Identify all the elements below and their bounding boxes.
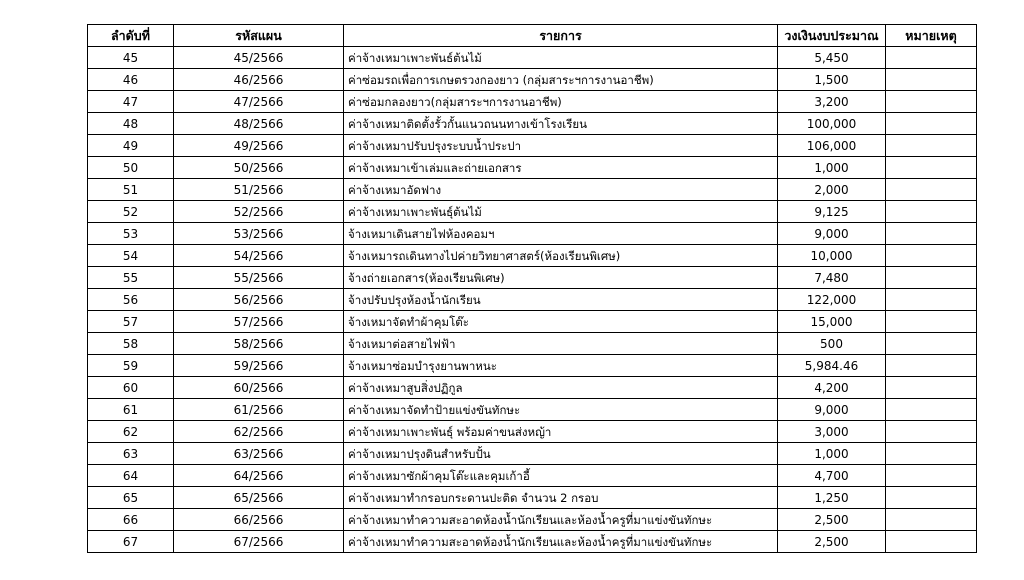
cell-item: จ้างเหมาจัดทำผ้าคุมโต๊ะ <box>344 311 778 333</box>
cell-no: 57 <box>88 311 174 333</box>
cell-note <box>886 69 977 91</box>
header-amount: วงเงินงบประมาณ <box>778 25 886 47</box>
cell-code: 46/2566 <box>174 69 344 91</box>
cell-no: 59 <box>88 355 174 377</box>
cell-code: 67/2566 <box>174 531 344 553</box>
cell-amount: 2,500 <box>778 509 886 531</box>
cell-item: จ้างเหมาต่อสายไฟฟ้า <box>344 333 778 355</box>
cell-amount: 4,700 <box>778 465 886 487</box>
cell-note <box>886 487 977 509</box>
cell-no: 48 <box>88 113 174 135</box>
table-row <box>88 135 977 157</box>
header-code: รหัสแผน <box>174 25 344 47</box>
table-row <box>88 91 977 113</box>
cell-note <box>886 443 977 465</box>
cell-item: ค่าจ้างเหมาอัดฟาง <box>344 179 778 201</box>
cell-amount: 9,000 <box>778 399 886 421</box>
cell-amount: 3,000 <box>778 421 886 443</box>
table-row <box>88 289 977 311</box>
table-row <box>88 333 977 355</box>
cell-no: 49 <box>88 135 174 157</box>
table-row <box>88 465 977 487</box>
table-row <box>88 267 977 289</box>
cell-note <box>886 113 977 135</box>
cell-amount: 2,000 <box>778 179 886 201</box>
cell-amount: 2,500 <box>778 531 886 553</box>
cell-no: 47 <box>88 91 174 113</box>
cell-code: 48/2566 <box>174 113 344 135</box>
cell-code: 61/2566 <box>174 399 344 421</box>
table-row <box>88 201 977 223</box>
cell-note <box>886 223 977 245</box>
header-note: หมายเหตุ <box>886 25 977 47</box>
cell-no: 50 <box>88 157 174 179</box>
cell-amount: 7,480 <box>778 267 886 289</box>
cell-note <box>886 465 977 487</box>
cell-amount: 100,000 <box>778 113 886 135</box>
cell-item: จ้างถ่ายเอกสาร(ห้องเรียนพิเศษ) <box>344 267 778 289</box>
cell-no: 67 <box>88 531 174 553</box>
cell-item: จ้างเหมาเดินสายไฟห้องคอมฯ <box>344 223 778 245</box>
cell-item: ค่าจ้างเหมาสูบสิ่งปฏิกูล <box>344 377 778 399</box>
cell-note <box>886 157 977 179</box>
cell-no: 46 <box>88 69 174 91</box>
cell-code: 58/2566 <box>174 333 344 355</box>
cell-code: 50/2566 <box>174 157 344 179</box>
table-row <box>88 377 977 399</box>
cell-code: 65/2566 <box>174 487 344 509</box>
cell-no: 58 <box>88 333 174 355</box>
table-body <box>88 47 977 553</box>
cell-code: 49/2566 <box>174 135 344 157</box>
table-row <box>88 509 977 531</box>
cell-amount: 5,984.46 <box>778 355 886 377</box>
cell-amount: 106,000 <box>778 135 886 157</box>
cell-code: 47/2566 <box>174 91 344 113</box>
cell-item: จ้างปรับปรุงห้องน้ำนักเรียน <box>344 289 778 311</box>
cell-no: 64 <box>88 465 174 487</box>
cell-note <box>886 333 977 355</box>
cell-item: ค่าจ้างเหมาติดตั้งรั้วกั้นแนวถนนทางเข้าโรงเรียน <box>344 113 778 135</box>
cell-code: 59/2566 <box>174 355 344 377</box>
table-row <box>88 47 977 69</box>
table-row <box>88 113 977 135</box>
cell-item: ค่าจ้างเหมาเพาะพันธุ์ต้นไม้ <box>344 201 778 223</box>
cell-code: 57/2566 <box>174 311 344 333</box>
cell-no: 54 <box>88 245 174 267</box>
cell-amount: 1,250 <box>778 487 886 509</box>
cell-item: ค่าจ้างเหมาเพาะพันธุ์ พร้อมค่าขนส่งหญ้า <box>344 421 778 443</box>
cell-amount: 500 <box>778 333 886 355</box>
cell-item: ค่าจ้างเหมาทำความสะอาดห้องน้ำนักเรียนและห้องน้ำครูที่มาแข่งขันทักษะ <box>344 531 778 553</box>
cell-code: 54/2566 <box>174 245 344 267</box>
cell-code: 45/2566 <box>174 47 344 69</box>
table-row <box>88 399 977 421</box>
cell-note <box>886 531 977 553</box>
cell-amount: 5,450 <box>778 47 886 69</box>
cell-no: 63 <box>88 443 174 465</box>
table-row <box>88 487 977 509</box>
cell-note <box>886 47 977 69</box>
table-row <box>88 223 977 245</box>
cell-note <box>886 201 977 223</box>
cell-item: ค่าจ้างเหมาทำความสะอาดห้องน้ำนักเรียนและห้องน้ำครูที่มาแข่งขันทักษะ <box>344 509 778 531</box>
cell-note <box>886 289 977 311</box>
cell-note <box>886 399 977 421</box>
cell-amount: 3,200 <box>778 91 886 113</box>
cell-code: 66/2566 <box>174 509 344 531</box>
table-row <box>88 311 977 333</box>
cell-note <box>886 355 977 377</box>
cell-amount: 1,500 <box>778 69 886 91</box>
cell-note <box>886 245 977 267</box>
cell-amount: 9,000 <box>778 223 886 245</box>
header-item: รายการ <box>344 25 778 47</box>
cell-item: ค่าจ้างเหมาซักผ้าคุมโต๊ะและคุมเก้าอี้ <box>344 465 778 487</box>
cell-no: 55 <box>88 267 174 289</box>
cell-no: 60 <box>88 377 174 399</box>
table-row <box>88 421 977 443</box>
cell-code: 63/2566 <box>174 443 344 465</box>
cell-note <box>886 311 977 333</box>
cell-code: 60/2566 <box>174 377 344 399</box>
cell-item: จ้างเหมาซ่อมบำรุงยานพาหนะ <box>344 355 778 377</box>
header-no: ลำดับที่ <box>88 25 174 47</box>
cell-note <box>886 91 977 113</box>
cell-note <box>886 421 977 443</box>
cell-no: 45 <box>88 47 174 69</box>
cell-code: 62/2566 <box>174 421 344 443</box>
cell-note <box>886 135 977 157</box>
table-row <box>88 531 977 553</box>
cell-no: 65 <box>88 487 174 509</box>
cell-no: 52 <box>88 201 174 223</box>
cell-code: 56/2566 <box>174 289 344 311</box>
cell-amount: 122,000 <box>778 289 886 311</box>
cell-amount: 4,200 <box>778 377 886 399</box>
budget-table <box>87 24 977 553</box>
cell-code: 52/2566 <box>174 201 344 223</box>
cell-amount: 1,000 <box>778 443 886 465</box>
cell-code: 53/2566 <box>174 223 344 245</box>
cell-code: 51/2566 <box>174 179 344 201</box>
cell-amount: 15,000 <box>778 311 886 333</box>
cell-item: ค่าซ่อมรถเพื่อการเกษตรวงกองยาว (กลุ่มสาระฯการงานอาชีพ) <box>344 69 778 91</box>
cell-item: ค่าจ้างเหมาทำกรอบกระดานปะติด จำนวน 2 กรอบ <box>344 487 778 509</box>
cell-item: ค่าจ้างเหมาจัดทำป้ายแข่งขันทักษะ <box>344 399 778 421</box>
cell-no: 62 <box>88 421 174 443</box>
cell-code: 55/2566 <box>174 267 344 289</box>
cell-no: 53 <box>88 223 174 245</box>
cell-no: 51 <box>88 179 174 201</box>
table-row <box>88 179 977 201</box>
cell-item: ค่าจ้างเหมาเข้าเล่มและถ่ายเอกสาร <box>344 157 778 179</box>
cell-note <box>886 377 977 399</box>
table-row <box>88 69 977 91</box>
budget-table-container <box>87 24 976 553</box>
table-header-row <box>88 25 977 47</box>
cell-item: จ้างเหมารถเดินทางไปค่ายวิทยาศาสตร์(ห้องเรียนพิเศษ) <box>344 245 778 267</box>
cell-no: 56 <box>88 289 174 311</box>
cell-note <box>886 179 977 201</box>
cell-item: ค่าจ้างเหมาปรุงดินสำหรับปั้น <box>344 443 778 465</box>
cell-item: ค่าจ้างเหมาปรับปรุงระบบน้ำประปา <box>344 135 778 157</box>
cell-amount: 1,000 <box>778 157 886 179</box>
table-row <box>88 245 977 267</box>
cell-amount: 9,125 <box>778 201 886 223</box>
cell-no: 66 <box>88 509 174 531</box>
cell-no: 61 <box>88 399 174 421</box>
table-row <box>88 443 977 465</box>
cell-note <box>886 509 977 531</box>
cell-note <box>886 267 977 289</box>
cell-item: ค่าซ่อมกลองยาว(กลุ่มสาระฯการงานอาชีพ) <box>344 91 778 113</box>
table-row <box>88 355 977 377</box>
cell-code: 64/2566 <box>174 465 344 487</box>
cell-amount: 10,000 <box>778 245 886 267</box>
table-row <box>88 157 977 179</box>
cell-item: ค่าจ้างเหมาเพาะพันธ์ต้นไม้ <box>344 47 778 69</box>
